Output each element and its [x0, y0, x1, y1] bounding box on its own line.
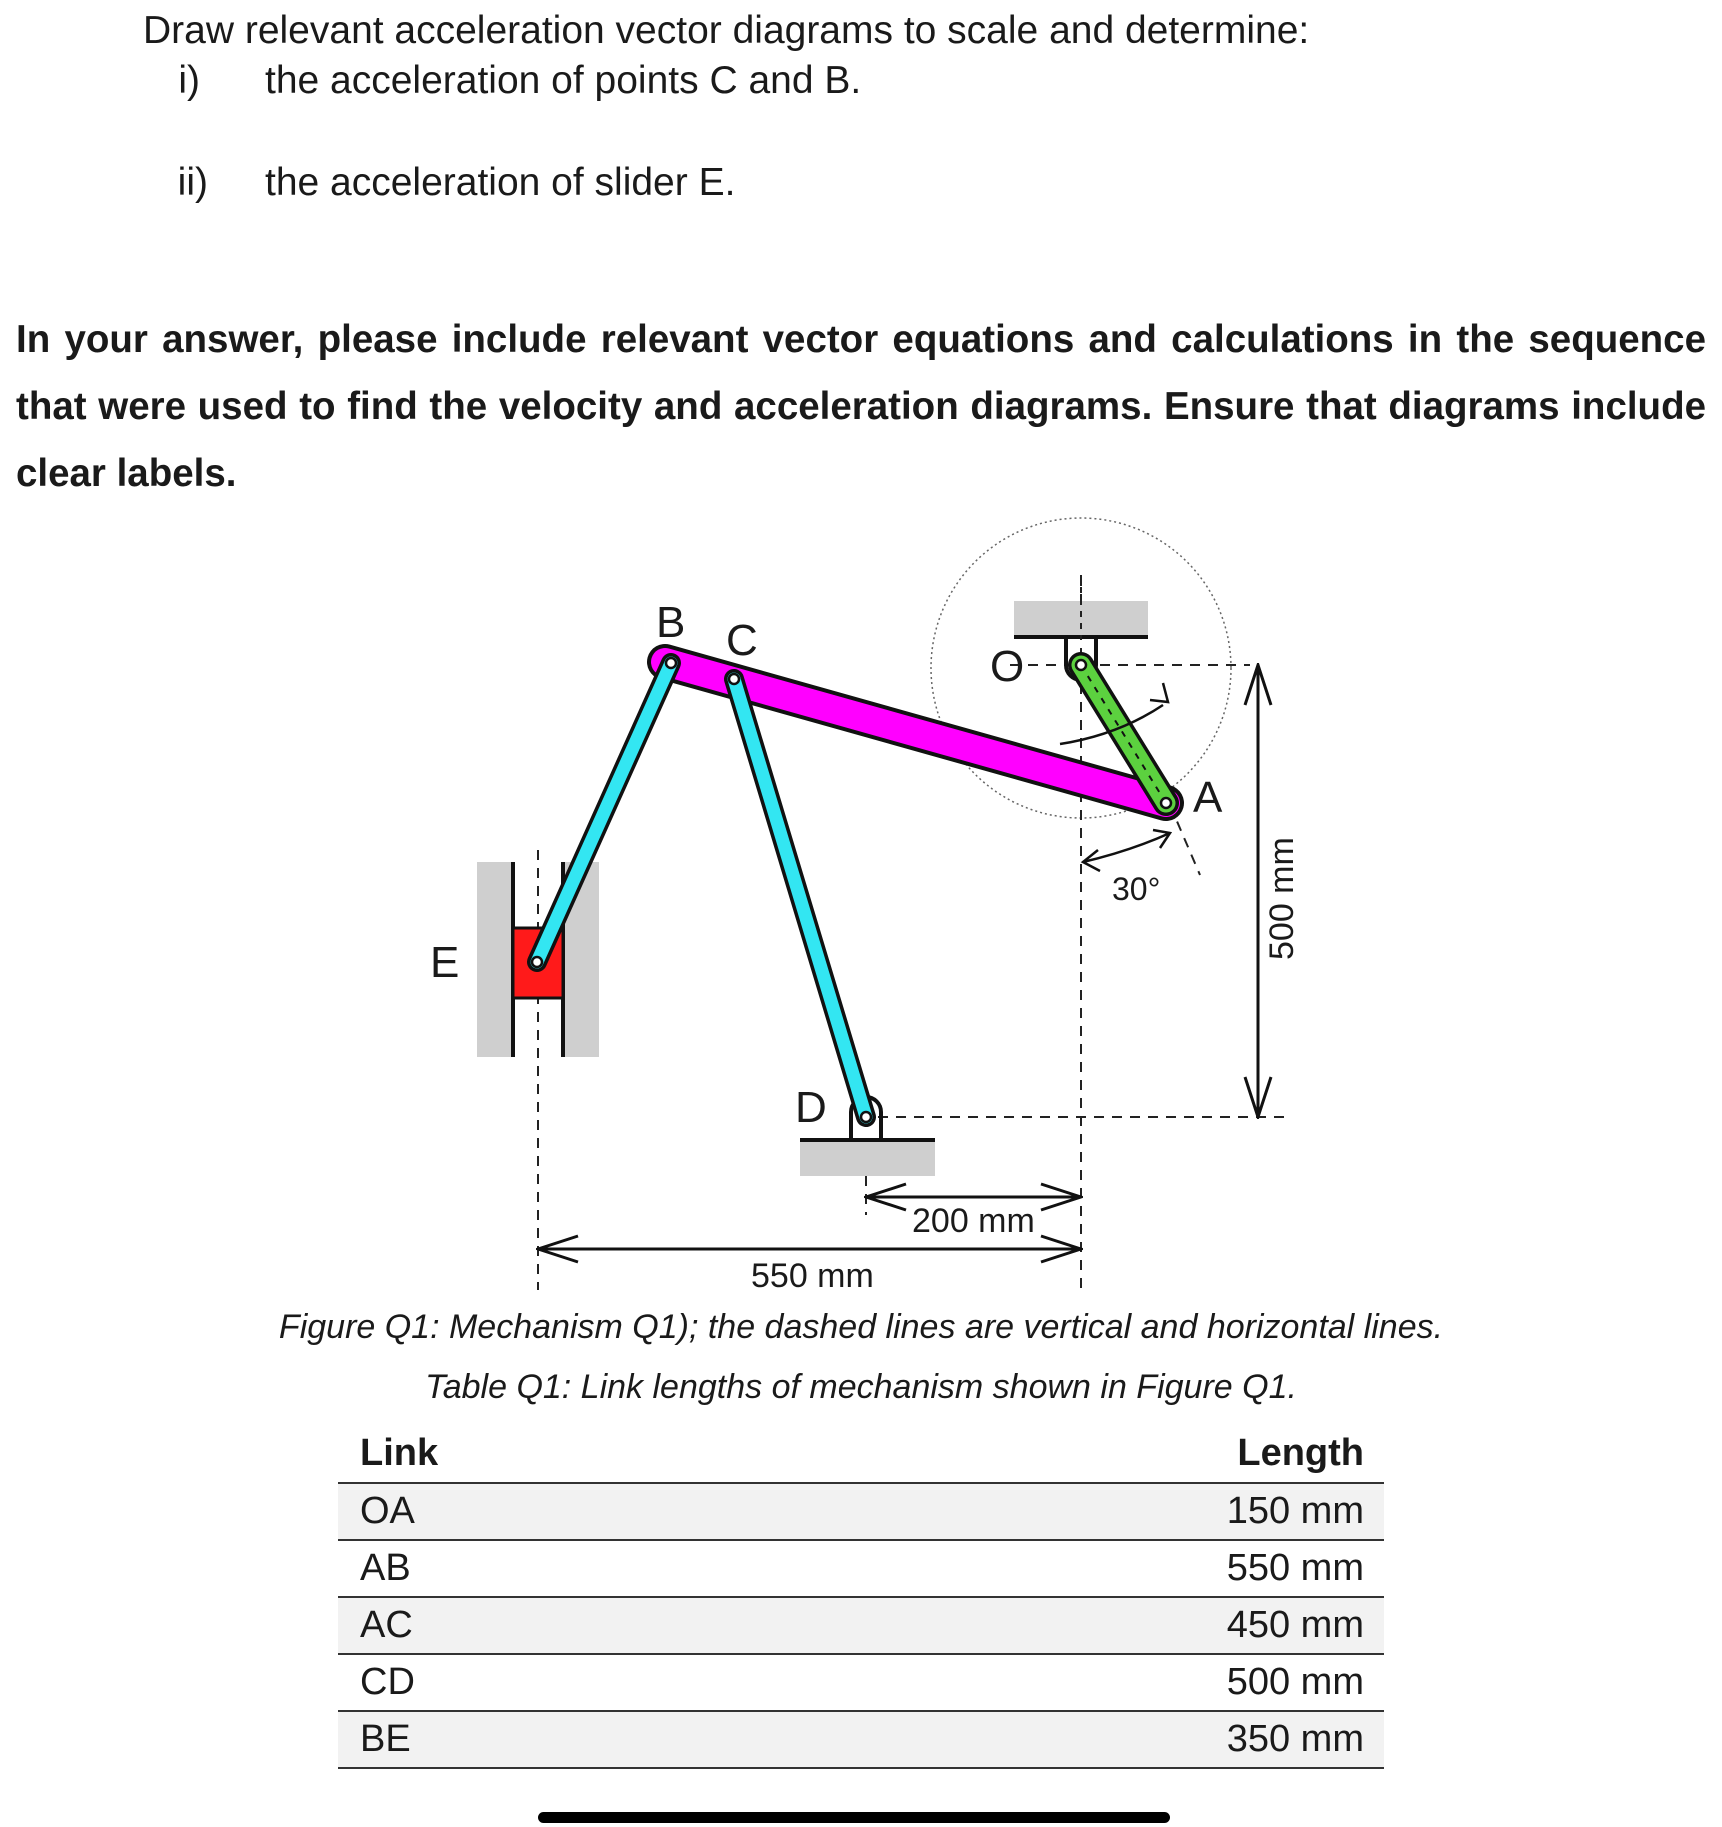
- home-indicator-bar[interactable]: [538, 1812, 1170, 1823]
- ground-D: [800, 1140, 935, 1176]
- item-number: ii): [177, 161, 208, 204]
- guide-left: [477, 862, 513, 1057]
- dim-200mm-label: 200 mm: [912, 1202, 1035, 1240]
- table-header-row: [338, 1425, 1384, 1483]
- joint-A: [1161, 798, 1171, 808]
- table-row: [338, 1654, 1384, 1711]
- angle-label: 30°: [1112, 871, 1161, 907]
- label-B: B: [656, 598, 686, 647]
- cell-link: BE: [338, 1711, 758, 1768]
- question-intro: Draw relevant acceleration vector diagrams to scale and determine:: [143, 9, 1310, 52]
- cell-length: 500 mm: [758, 1654, 1384, 1711]
- header-link: Link: [338, 1425, 758, 1483]
- ground-O: [1014, 601, 1148, 637]
- item-text: the acceleration of points C and B.: [265, 59, 862, 102]
- label-E: E: [430, 938, 460, 987]
- link-CD: [734, 679, 866, 1117]
- link-lengths-table: [338, 1425, 1384, 1769]
- joint-O: [1076, 660, 1086, 670]
- cell-length: 550 mm: [758, 1540, 1384, 1597]
- table-caption: Table Q1: Link lengths of mechanism shown in Figure Q1.: [425, 1368, 1297, 1406]
- label-O: O: [990, 642, 1025, 691]
- dim-500mm-label: 500 mm: [1263, 837, 1301, 960]
- angle-arc-icon: [1083, 833, 1170, 862]
- table-row: [338, 1483, 1384, 1540]
- cell-link: CD: [338, 1654, 758, 1711]
- label-A: A: [1193, 773, 1223, 822]
- figure-caption: Figure Q1: Mechanism Q1); the dashed lines are vertical and horizontal lines.: [278, 1308, 1444, 1346]
- joint-D: [861, 1112, 871, 1122]
- joint-C: [729, 674, 739, 684]
- table-row: [338, 1597, 1384, 1654]
- dim-550mm-label: 550 mm: [751, 1257, 874, 1295]
- joint-B: [666, 658, 676, 668]
- item-text: the acceleration of slider E.: [265, 161, 736, 204]
- item-number: i): [178, 59, 200, 102]
- joint-E: [532, 957, 542, 967]
- table-row: [338, 1540, 1384, 1597]
- label-C: C: [726, 616, 758, 665]
- cell-link: OA: [338, 1483, 758, 1540]
- label-D: D: [795, 1083, 827, 1132]
- cell-length: 450 mm: [758, 1597, 1384, 1654]
- link-BE: [537, 663, 671, 962]
- cell-length: 350 mm: [758, 1711, 1384, 1768]
- cell-link: AC: [338, 1597, 758, 1654]
- reference-lines: [538, 576, 1285, 1290]
- table-row: [338, 1711, 1384, 1768]
- answer-instructions: In your answer, please include relevant vector equations and calculations in the sequence that were used to find the velocity and acceleration diagrams. Ensure that diagrams include clear labels.: [16, 318, 1706, 495]
- cell-link: AB: [338, 1540, 758, 1597]
- cell-length: 150 mm: [758, 1483, 1384, 1540]
- header-length: Length: [758, 1425, 1384, 1483]
